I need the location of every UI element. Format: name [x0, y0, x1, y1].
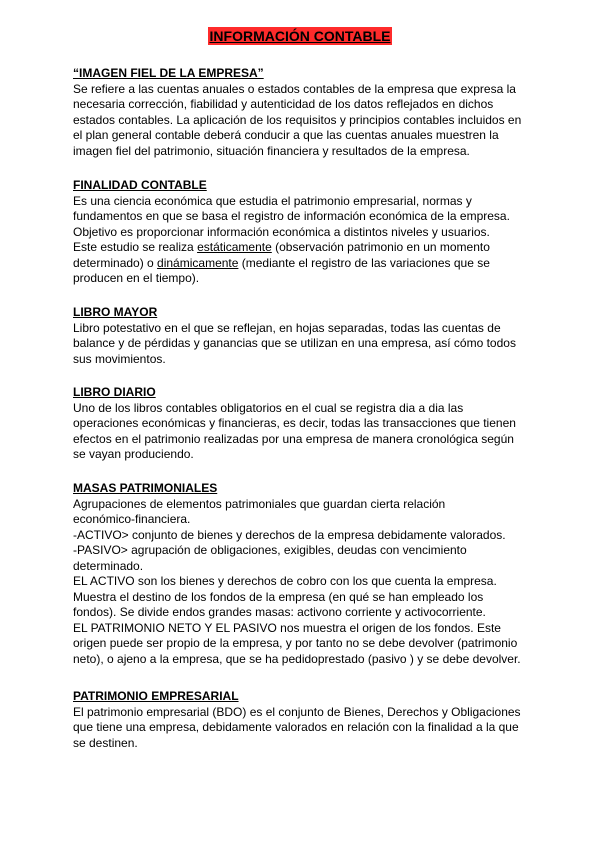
text-line: económico-financiera. — [73, 512, 191, 526]
text-line: imagen fiel del patrimonio, situación financiera y resultados de la empresa. — [73, 143, 470, 158]
section-heading: FINALIDAD CONTABLE — [73, 178, 207, 192]
section-finalidad-contable — [73, 178, 529, 287]
text-line: fondos). Se divide endos grandes masas: activono corriente y activocorriente. — [73, 605, 486, 619]
text-line: Uno de los libros contables obligatorios en el cual se registra dia a dia las — [73, 400, 464, 415]
text-line: Es una ciencia económica que estudia el patrimonio empresarial, normas y — [73, 193, 472, 208]
text-line: operaciones económicas y financieras, es decir, todas las transacciones que tienen — [73, 416, 516, 430]
underlined-term: estáticamente — [197, 240, 272, 254]
underlined-term: dinámicamente — [157, 255, 239, 270]
text-line: EL ACTIVO son los bienes y derechos de cobro con los que cuenta la empresa. — [73, 574, 497, 588]
section-libro-diario — [73, 385, 529, 463]
text-segment: Este estudio se realiza — [73, 240, 198, 254]
text-line: efectos en el patrimonio realizadas por una empresa de manera cronológica según — [73, 431, 514, 446]
section-body — [73, 194, 529, 287]
text-line: -PASIVO> agrupación de obligaciones, exigibles, deudas con vencimiento — [73, 543, 467, 557]
title-container — [0, 27, 600, 46]
section-masas-patrimoniales — [73, 481, 529, 667]
section-body — [73, 497, 529, 668]
text-line: neto), o ajeno a la empresa, que se ha pedidoprestado (pasivo ) y se debe devolver. — [73, 651, 521, 666]
section-heading: LIBRO MAYOR — [73, 305, 158, 319]
section-body — [73, 401, 529, 463]
text-segment: (mediante el registro de las variaciones que se — [238, 255, 490, 270]
section-heading: PATRIMONIO EMPRESARIAL — [73, 689, 239, 703]
section-heading: “IMAGEN FIEL DE LA EMPRESA” — [73, 66, 264, 80]
text-line: determinado. — [73, 558, 144, 573]
text-line: se destinen. — [73, 735, 138, 750]
section-body — [73, 705, 529, 752]
text-line: balance y de pérdidas y ganancias que se utilizan en una empresa, así cómo todos — [73, 336, 516, 350]
section-body — [73, 321, 529, 368]
text-line: -ACTIVO> conjunto de bienes y derechos de la empresa debidamente valorados. — [73, 527, 506, 542]
text-line: que tiene una empresa, debidamente valorados en relación con la finalidad a la que — [73, 720, 519, 734]
text-line: sus movimientos. — [73, 351, 166, 366]
text-segment: determinado) o — [73, 255, 158, 270]
section-libro-mayor — [73, 305, 529, 367]
section-heading: MASAS PATRIMONIALES — [73, 481, 218, 495]
text-line: Se refiere a las cuentas anuales o estados contables de la empresa que expresa la — [73, 81, 516, 96]
text-line: Libro potestativo en el que se reflejan, en hojas separadas, todas las cuentas de — [73, 320, 501, 335]
text-line: se vayan produciendo. — [73, 447, 194, 461]
text-line: el plan general contable deberá conducir a que las cuentas anuales muestren la — [73, 128, 499, 142]
section-body — [73, 82, 529, 160]
text-line: El patrimonio empresarial (BDO) es el conjunto de Bienes, Derechos y Obligaciones — [73, 704, 521, 719]
text-line: estados contables. La aplicación de los requisitos y principios contables incluidos en — [73, 112, 522, 127]
text-line — [73, 256, 529, 272]
section-heading: LIBRO DIARIO — [73, 385, 156, 399]
section-imagen-fiel — [73, 66, 529, 159]
text-line: necesaria corrección, fiabilidad y autenticidad de los datos reflejados en dichos — [73, 97, 494, 111]
text-line: producen en el tiempo). — [73, 271, 200, 285]
document-title: INFORMACIÓN CONTABLE — [209, 28, 391, 44]
text-line: Agrupaciones de elementos patrimoniales que guardan cierta relación — [73, 496, 446, 511]
text-line — [73, 240, 529, 256]
text-segment: (observación patrimonio en un momento — [271, 240, 490, 254]
text-line: Muestra el destino de los fondos de la empresa (en qué se han empleado los — [73, 589, 484, 604]
text-line: origen puede ser propio de la empresa, y por tanto no se debe devolver (patrimonio — [73, 636, 518, 650]
section-patrimonio-empresarial — [73, 689, 529, 751]
text-line: Objetivo es proporcionar información económica a distintos niveles y usuarios. — [73, 224, 490, 239]
text-line: fundamentos en que se basa el registro de información económica de la empresa. — [73, 209, 510, 223]
text-line: EL PATRIMONIO NETO Y EL PASIVO nos muestra el origen de los fondos. Este — [73, 620, 501, 635]
